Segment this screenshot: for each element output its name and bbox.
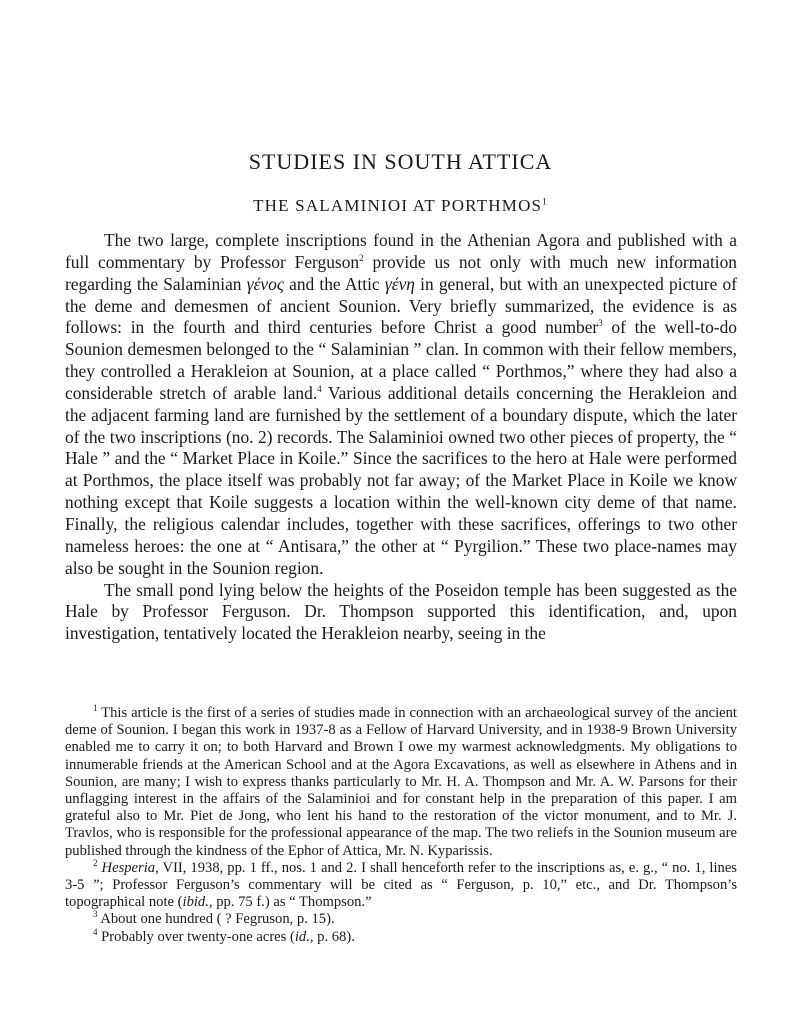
paragraph-1-text: of the well-to-do Sounion demesmen belonged to the “ Salaminian ” clan. In common with their fellow members, they controlled a Herakleion at Sounion, at a place called “ Porthmos,” where they had also a considerable stretch of arable land.: [65, 317, 737, 403]
footnote-ref-4: 4: [317, 384, 322, 395]
footnote-ref-1: 1: [542, 196, 548, 207]
footnote-text: , pp. 75 f.) as “ Thompson.”: [208, 894, 372, 911]
footnote-number: 3: [93, 909, 98, 920]
footnote-number: 1: [93, 703, 98, 714]
paragraph-1-text: Various additional details concerning the Herakleion and the adjacent farming land are furnished by the settlement of a boundary dispute, which the later of the two inscriptions (no. 2) records. The Salaminioi owned two other pieces of property, the “ Hale ” and the “ Market Place in Koile.” Since the sacrifices to the hero at Hale were performed at Porthmos, the place itself was probably not far away; of the Market Place in Koile we know nothing except that Koile suggests a location within the well-known city deme of that name. Finally, the religious calendar includes, together with these sacrifices, offerings to two other nameless heroes: the one at “ Antisara,” the other at “ Pyrgilion.” These two place-names may also be sought in the Sounion region.: [65, 382, 737, 578]
footnote-italic: Hesperia: [101, 859, 156, 876]
footnote-number: 2: [93, 857, 98, 868]
footnote-ref-2: 2: [359, 253, 364, 264]
article-subtitle: [0, 196, 801, 216]
footnote-ref-3: 3: [598, 318, 603, 329]
article-title: STUDIES IN SOUTH ATTICA: [248, 149, 553, 174]
footnote-text: Probably over twenty-one acres (: [97, 928, 295, 945]
paragraph-2: The small pond lying below the heights of the Poseidon temple has been suggested as the Hale by Professor Ferguson. Dr. Thompson supported this identification, and, upon investigation, tentatively located the Herakleion nearby, seeing in the: [65, 579, 737, 644]
greek-term-genos: γένος: [246, 273, 284, 294]
footnote-italic: id.: [294, 928, 310, 945]
footnote-text: , VII, 1938, pp. 1 ff., nos. 1 and 2. I shall henceforth refer to the inscriptions as, e. g., “ no. 1, lines 3-5 ”; Professor Ferguson’s commentary will be cited as “ Ferguson, p. 10,” etc., and Dr. Thompson’s topographical note (: [65, 859, 737, 911]
paragraph-1-text: The two large, complete inscriptions found in the Athenian Agora and published with a full commentary by Professor Ferguson: [65, 230, 737, 272]
footnotes: [65, 705, 737, 946]
greek-term-gene: γένη: [384, 273, 415, 294]
footnote-text: About one hundred ( ? Fegruson, p. 15).: [97, 911, 335, 928]
footnote-3: [65, 911, 737, 928]
paragraph-1-text: in general, but with an unexpected picture of the deme and demesmen of ancient Sounion. Very briefly summarized, the evidence is as follows: in the fourth and third centuries before Christ a good number: [65, 273, 737, 338]
footnote-text: This article is the first of a series of studies made in connection with an archaeological survey of the ancient deme of Sounion. I began this work in 1937-8 as a Fellow of Harvard University, and in 1938-9 Brown University enabled me to carry it on; to both Harvard and Brown I owe my warmest acknowledgments. My obligations to innumerable friends at the American School and at the Agora Excavations, as well as elsewhere in Athens and in Sounion, are many; I wish to express thanks particularly to Mr. H. A. Thompson and Mr. A. W. Parsons for their unflagging interest in the affairs of the Salaminioi and for constant help in the preparation of this paper. I am grateful also to Mr. Piet de Jong, who lent his hand to the restoration of the victor monument, and to Mr. J. Travlos, who is responsible for the professional appearance of the map. The two reliefs in the Sounion museum are published through the kindness of the Ephor of Attica, Mr. N. Kyparissis.: [65, 705, 737, 859]
body-text: [65, 230, 737, 645]
subtitle-text: THE SALAMINIOI AT PORTHMOS: [253, 196, 543, 215]
footnote-1: [65, 705, 737, 860]
paragraph-1-text: and the Attic: [283, 273, 380, 294]
footnote-italic: ibid.: [182, 894, 209, 911]
footnote-text: , p. 68).: [309, 928, 355, 945]
paragraph-1: [65, 230, 737, 580]
footnote-number: 4: [93, 926, 98, 937]
footnote-2: [65, 857, 737, 912]
footnote-4: [65, 926, 737, 946]
paragraph-1-text: provide us not only with much new information regarding the Salaminian: [65, 251, 737, 294]
